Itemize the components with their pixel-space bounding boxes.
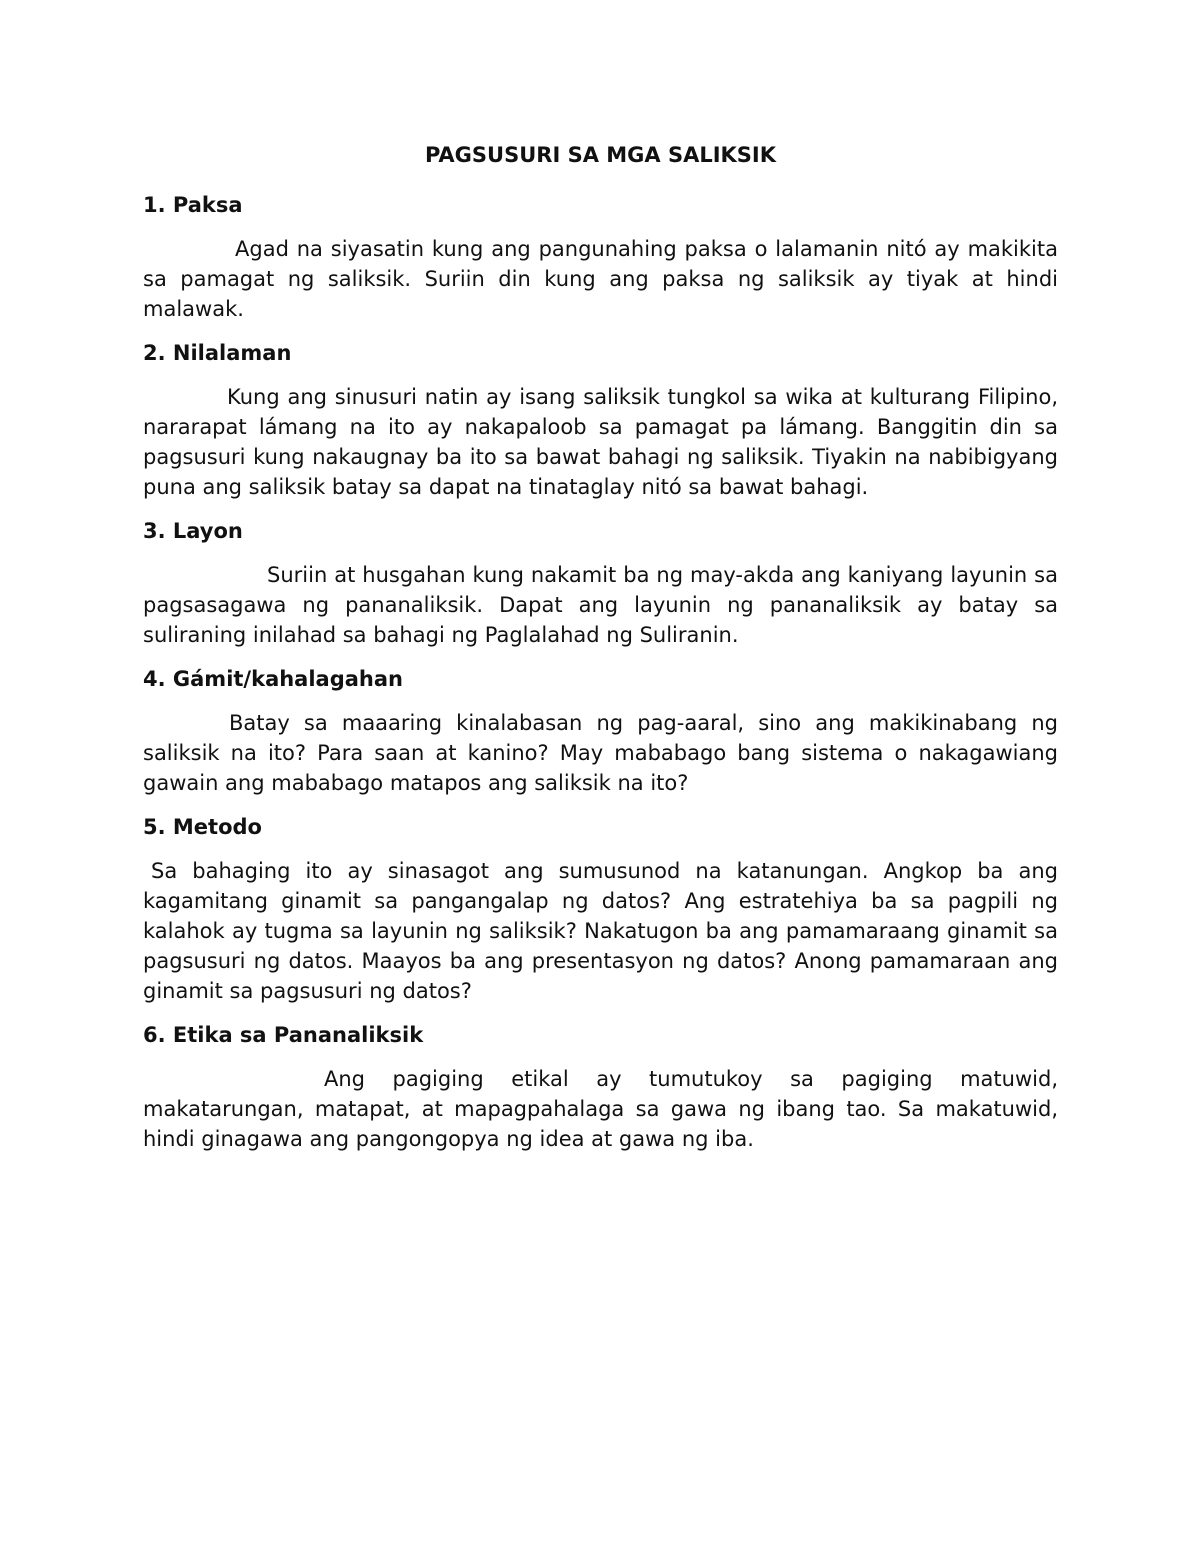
document-page: [143, 140, 1058, 1168]
section-body: Suriin at husgahan kung nakamit ba ng may-akda ang kaniyang layunin sa pagsasagawa ng pananaliksik. Dapat ang layunin ng pananaliksik ay batay sa suliraning inilahad sa bahagi ng Paglalahad ng Suliranin.: [143, 563, 1058, 647]
section-gamit-kahalagahan: [143, 664, 1058, 798]
section-body: Agad na siyasatin kung ang pangunahing paksa o lalamanin nitó ay makikita sa pamagat ng saliksik. Suriin din kung ang paksa ng saliksik ay tiyak at hindi malawak.: [143, 237, 1058, 321]
section-heading: 1. Paksa: [143, 193, 243, 217]
section-body: Kung ang sinusuri natin ay isang saliksik tungkol sa wika at kulturang Filipino, nararapat lámang na ito ay nakapaloob sa pamagat pa lámang. Banggitin din sa pagsusuri kung nakaugnay ba ito sa bawat bahagi ng saliksik. Tiyakin na nabibigyang puna ang saliksik batay sa dapat na tinataglay nitó sa bawat bahagi.: [143, 385, 1058, 499]
section-nilalaman: [143, 338, 1058, 502]
section-body: Batay sa maaaring kinalabasan ng pag-aaral, sino ang makikinabang ng saliksik na ito? Para saan at kanino? May mababago bang sistema o nakagawiang gawain ang mababago matapos ang saliksik na ito?: [143, 711, 1058, 795]
section-heading: 3. Layon: [143, 519, 243, 543]
section-body: Sa bahaging ito ay sinasagot ang sumusunod na katanungan. Angkop ba ang kagamitang ginamit sa pangangalap ng datos? Ang estratehiya ba sa pagpili ng kalahok ay tugma sa layunin ng saliksik? Nakatugon ba ang pamamaraang ginamit sa pagsusuri ng datos. Maayos ba ang presentasyon ng datos? Anong pamamaraan ang ginamit sa pagsusuri ng datos?: [143, 859, 1058, 1003]
section-heading: 5. Metodo: [143, 815, 262, 839]
section-layon: [143, 516, 1058, 650]
section-heading: 2. Nilalaman: [143, 341, 292, 365]
page-title: PAGSUSURI SA MGA SALIKSIK: [424, 143, 777, 167]
section-paksa: [143, 190, 1058, 324]
section-heading: 6. Etika sa Pananaliksik: [143, 1023, 424, 1047]
section-etika: [143, 1020, 1058, 1154]
section-body: Ang pagiging etikal ay tumutukoy sa pagiging matuwid, makatarungan, matapat, at mapagpahalaga sa gawa ng ibang tao. Sa makatuwid, hindi ginagawa ang pangongopya ng idea at gawa ng iba.: [143, 1067, 1058, 1151]
section-heading: 4. Gámit/kahalagahan: [143, 667, 403, 691]
section-metodo: [143, 812, 1058, 1006]
